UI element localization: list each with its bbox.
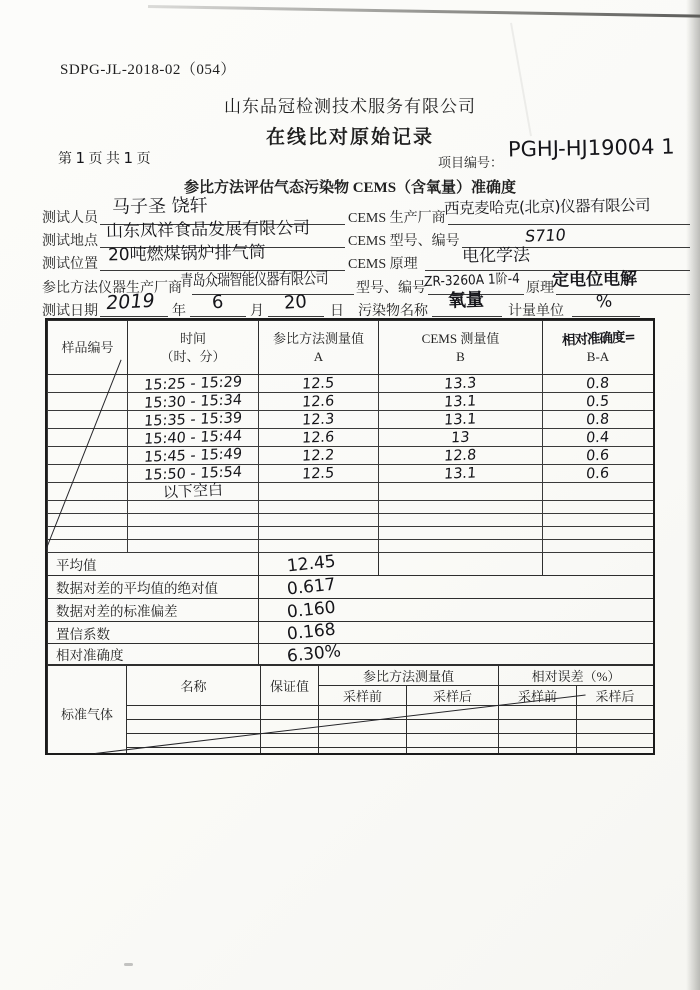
diff-value: 0.8 — [585, 411, 611, 428]
page-indicator — [58, 148, 151, 168]
ref-manufacturer-label: 参比方法仪器生产厂商 — [42, 281, 182, 296]
test-date-month: 6 — [211, 291, 224, 314]
gas-sub-after: 采样后 — [577, 686, 654, 706]
gas-sub-before: 采样前 — [499, 686, 577, 706]
cems-value: 13.1 — [443, 392, 478, 411]
ref-value: 12.5 — [301, 464, 336, 483]
col-header-ref-line2: A — [313, 348, 324, 364]
sample-cell — [48, 465, 128, 483]
sample-cell — [48, 375, 128, 393]
col-header-time-line1: 时间 — [179, 330, 206, 346]
col-header-time — [128, 321, 259, 375]
empty-row — [48, 501, 654, 514]
blank-line — [190, 315, 246, 317]
unit-label: 计量单位 — [508, 304, 564, 319]
blank-line — [100, 315, 168, 317]
table-row — [48, 375, 654, 393]
standard-gas-table — [47, 665, 654, 755]
gas-header-row1 — [48, 666, 654, 686]
ref-value: 12.5 — [301, 374, 336, 393]
ref-manufacturer-value: 青岛众瑞智能仪器有限公司 — [179, 268, 328, 290]
test-position-label: 测试位置 — [42, 257, 98, 272]
stat-row-confidence — [48, 622, 654, 644]
diff-value: 0.6 — [585, 465, 611, 482]
blank-line — [268, 315, 324, 317]
scan-crease — [510, 23, 532, 137]
time-value: 15:35 - 15:39 — [143, 409, 243, 430]
time-value: 15:40 - 15:44 — [143, 427, 243, 448]
stat-value: 6.30% — [286, 640, 342, 667]
time-value: 15:50 - 15:54 — [143, 463, 243, 484]
day-unit: 日 — [330, 304, 344, 319]
pollutant-value: 氧量 — [447, 289, 485, 312]
time-value: 15:30 - 15:34 — [143, 391, 243, 412]
ref-value: 12.6 — [301, 392, 336, 411]
project-number-label: 项目编号： — [438, 155, 504, 170]
stat-value: 0.617 — [286, 574, 337, 599]
blank-line — [572, 315, 640, 317]
unit-value: % — [595, 291, 613, 313]
col-header-cems — [379, 321, 543, 375]
stat-row-std-dev — [48, 599, 654, 622]
month-unit: 月 — [250, 304, 264, 319]
test-site-value: 山东凤祥食品发展有限公司 — [105, 218, 311, 242]
gas-col-name: 名称 — [127, 666, 261, 706]
table-row — [48, 429, 654, 447]
cems-value: 12.8 — [443, 446, 478, 465]
sample-cell — [48, 393, 128, 411]
table-row-blank-note — [48, 483, 654, 501]
pollutant-label: 污染物名称 — [358, 304, 428, 319]
col-header-ref-line1: 参比方法测量值 — [272, 330, 364, 346]
ref-value: 12.6 — [301, 428, 336, 447]
diff-value: 0.5 — [585, 393, 611, 410]
ref-principle-label: 原理 — [526, 281, 554, 296]
page-total-handwritten: 1 — [123, 149, 134, 167]
cems-value: 13.1 — [443, 464, 478, 483]
scan-speck — [124, 963, 133, 966]
cems-model-label: CEMS 型号、编号 — [348, 234, 460, 249]
stat-label: 平均值 — [48, 553, 259, 576]
empty-row — [48, 514, 654, 527]
test-position-value: 20吨燃煤锅炉排气筒 — [107, 242, 266, 266]
stat-row-relative-accuracy — [48, 644, 654, 665]
cems-value: 13 — [450, 429, 471, 446]
year-unit: 年 — [172, 304, 186, 319]
stat-label: 置信系数 — [48, 622, 259, 644]
blank-below-note: 以下空白 — [162, 479, 224, 502]
gas-col-error: 相对误差（%） — [499, 666, 654, 686]
col-header-cems-line1: CEMS 测量值 — [421, 330, 500, 346]
table-row — [48, 447, 654, 465]
form-title: 在线比对原始记录 — [265, 127, 434, 148]
cems-principle-value: 电化学法 — [461, 245, 531, 267]
time-value: 15:45 - 15:49 — [143, 445, 243, 466]
test-date-label: 测试日期 — [42, 304, 98, 319]
ref-value: 12.2 — [301, 446, 336, 465]
stat-label: 数据对差的标准偏差 — [48, 599, 259, 622]
ref-model-value: ZR-3260A 1阶-4 — [423, 270, 521, 290]
col-header-diff — [543, 321, 654, 375]
page-suffix: 页 — [136, 152, 151, 167]
col-header-ref — [259, 321, 379, 375]
empty-row — [48, 527, 654, 540]
blank-line — [448, 223, 690, 225]
company-name: 山东品冠检测技术服务有限公司 — [224, 97, 476, 116]
empty-row — [48, 540, 654, 553]
col-header-diff-line2: B-A — [586, 348, 610, 364]
gas-empty-row — [48, 706, 654, 720]
test-personnel-value: 马子圣 饶轩 — [111, 195, 208, 218]
gas-col-ref: 参比方法测量值 — [319, 666, 499, 686]
page-number-handwritten: 1 — [75, 149, 86, 167]
table-row — [48, 411, 654, 429]
diff-value: 0.4 — [585, 429, 611, 446]
ref-value: 12.3 — [301, 410, 336, 429]
col-header-sample: 样品编号 — [48, 321, 128, 375]
doc-code: SDPG-JL-2018-02（054） — [60, 62, 236, 78]
blank-line — [556, 293, 690, 295]
gas-col-guarantee: 保证值 — [261, 666, 319, 706]
project-number-value: PGHJ-HJ19004 1 — [507, 134, 675, 162]
ref-model-label: 型号、编号 — [356, 281, 426, 296]
table-row — [48, 393, 654, 411]
ref-principle-value: 定电位电解 — [551, 269, 638, 291]
diff-value: 0.6 — [585, 447, 611, 464]
stat-row-mean-abs-diff — [48, 576, 654, 599]
stat-value: 0.168 — [286, 619, 337, 645]
stat-value: 0.160 — [286, 597, 337, 622]
col-header-cems-line2: B — [456, 348, 465, 364]
scan-edge-streak — [148, 5, 700, 18]
col-header-diff-handwritten: 相对准确度= — [561, 329, 635, 349]
sample-cell — [48, 447, 128, 465]
page-prefix: 第 — [58, 152, 72, 167]
page-mid: 页 共 — [88, 152, 121, 167]
cems-model-value: S710 — [524, 225, 567, 246]
test-date-year: 2019 — [104, 289, 156, 315]
standard-gas-label: 标准气体 — [48, 666, 127, 756]
cems-value: 13.3 — [443, 374, 478, 393]
gas-sub-before: 采样前 — [319, 686, 407, 706]
cems-principle-label: CEMS 原理 — [348, 257, 418, 272]
stat-row-average — [48, 553, 654, 576]
table-row — [48, 465, 654, 483]
diff-value: 0.8 — [585, 375, 611, 392]
cems-value: 13.1 — [443, 410, 478, 429]
cems-manufacturer-label: CEMS 生产厂商 — [348, 211, 446, 226]
gas-sub-after: 采样后 — [407, 686, 499, 706]
form-subtitle: 参比方法评估气态污染物 CEMS（含氧量）准确度 — [183, 180, 517, 196]
measurement-table — [47, 320, 654, 665]
cems-manufacturer-value: 西克麦哈克(北京)仪器有限公司 — [443, 196, 651, 218]
test-personnel-label: 测试人员 — [42, 211, 98, 226]
stat-value: 12.45 — [286, 551, 337, 576]
sample-cell — [48, 411, 128, 429]
gas-empty-row — [48, 734, 654, 748]
tables-outer-border — [45, 318, 655, 755]
sample-cell — [48, 483, 128, 501]
stat-label: 数据对差的平均值的绝对值 — [48, 576, 259, 599]
test-site-label: 测试地点 — [42, 234, 98, 249]
col-header-time-line2: （时、分） — [160, 348, 226, 364]
test-date-day: 20 — [283, 291, 308, 314]
time-value: 15:25 - 15:29 — [143, 373, 243, 394]
stat-label: 相对准确度 — [48, 644, 259, 665]
blank-line — [432, 315, 502, 317]
